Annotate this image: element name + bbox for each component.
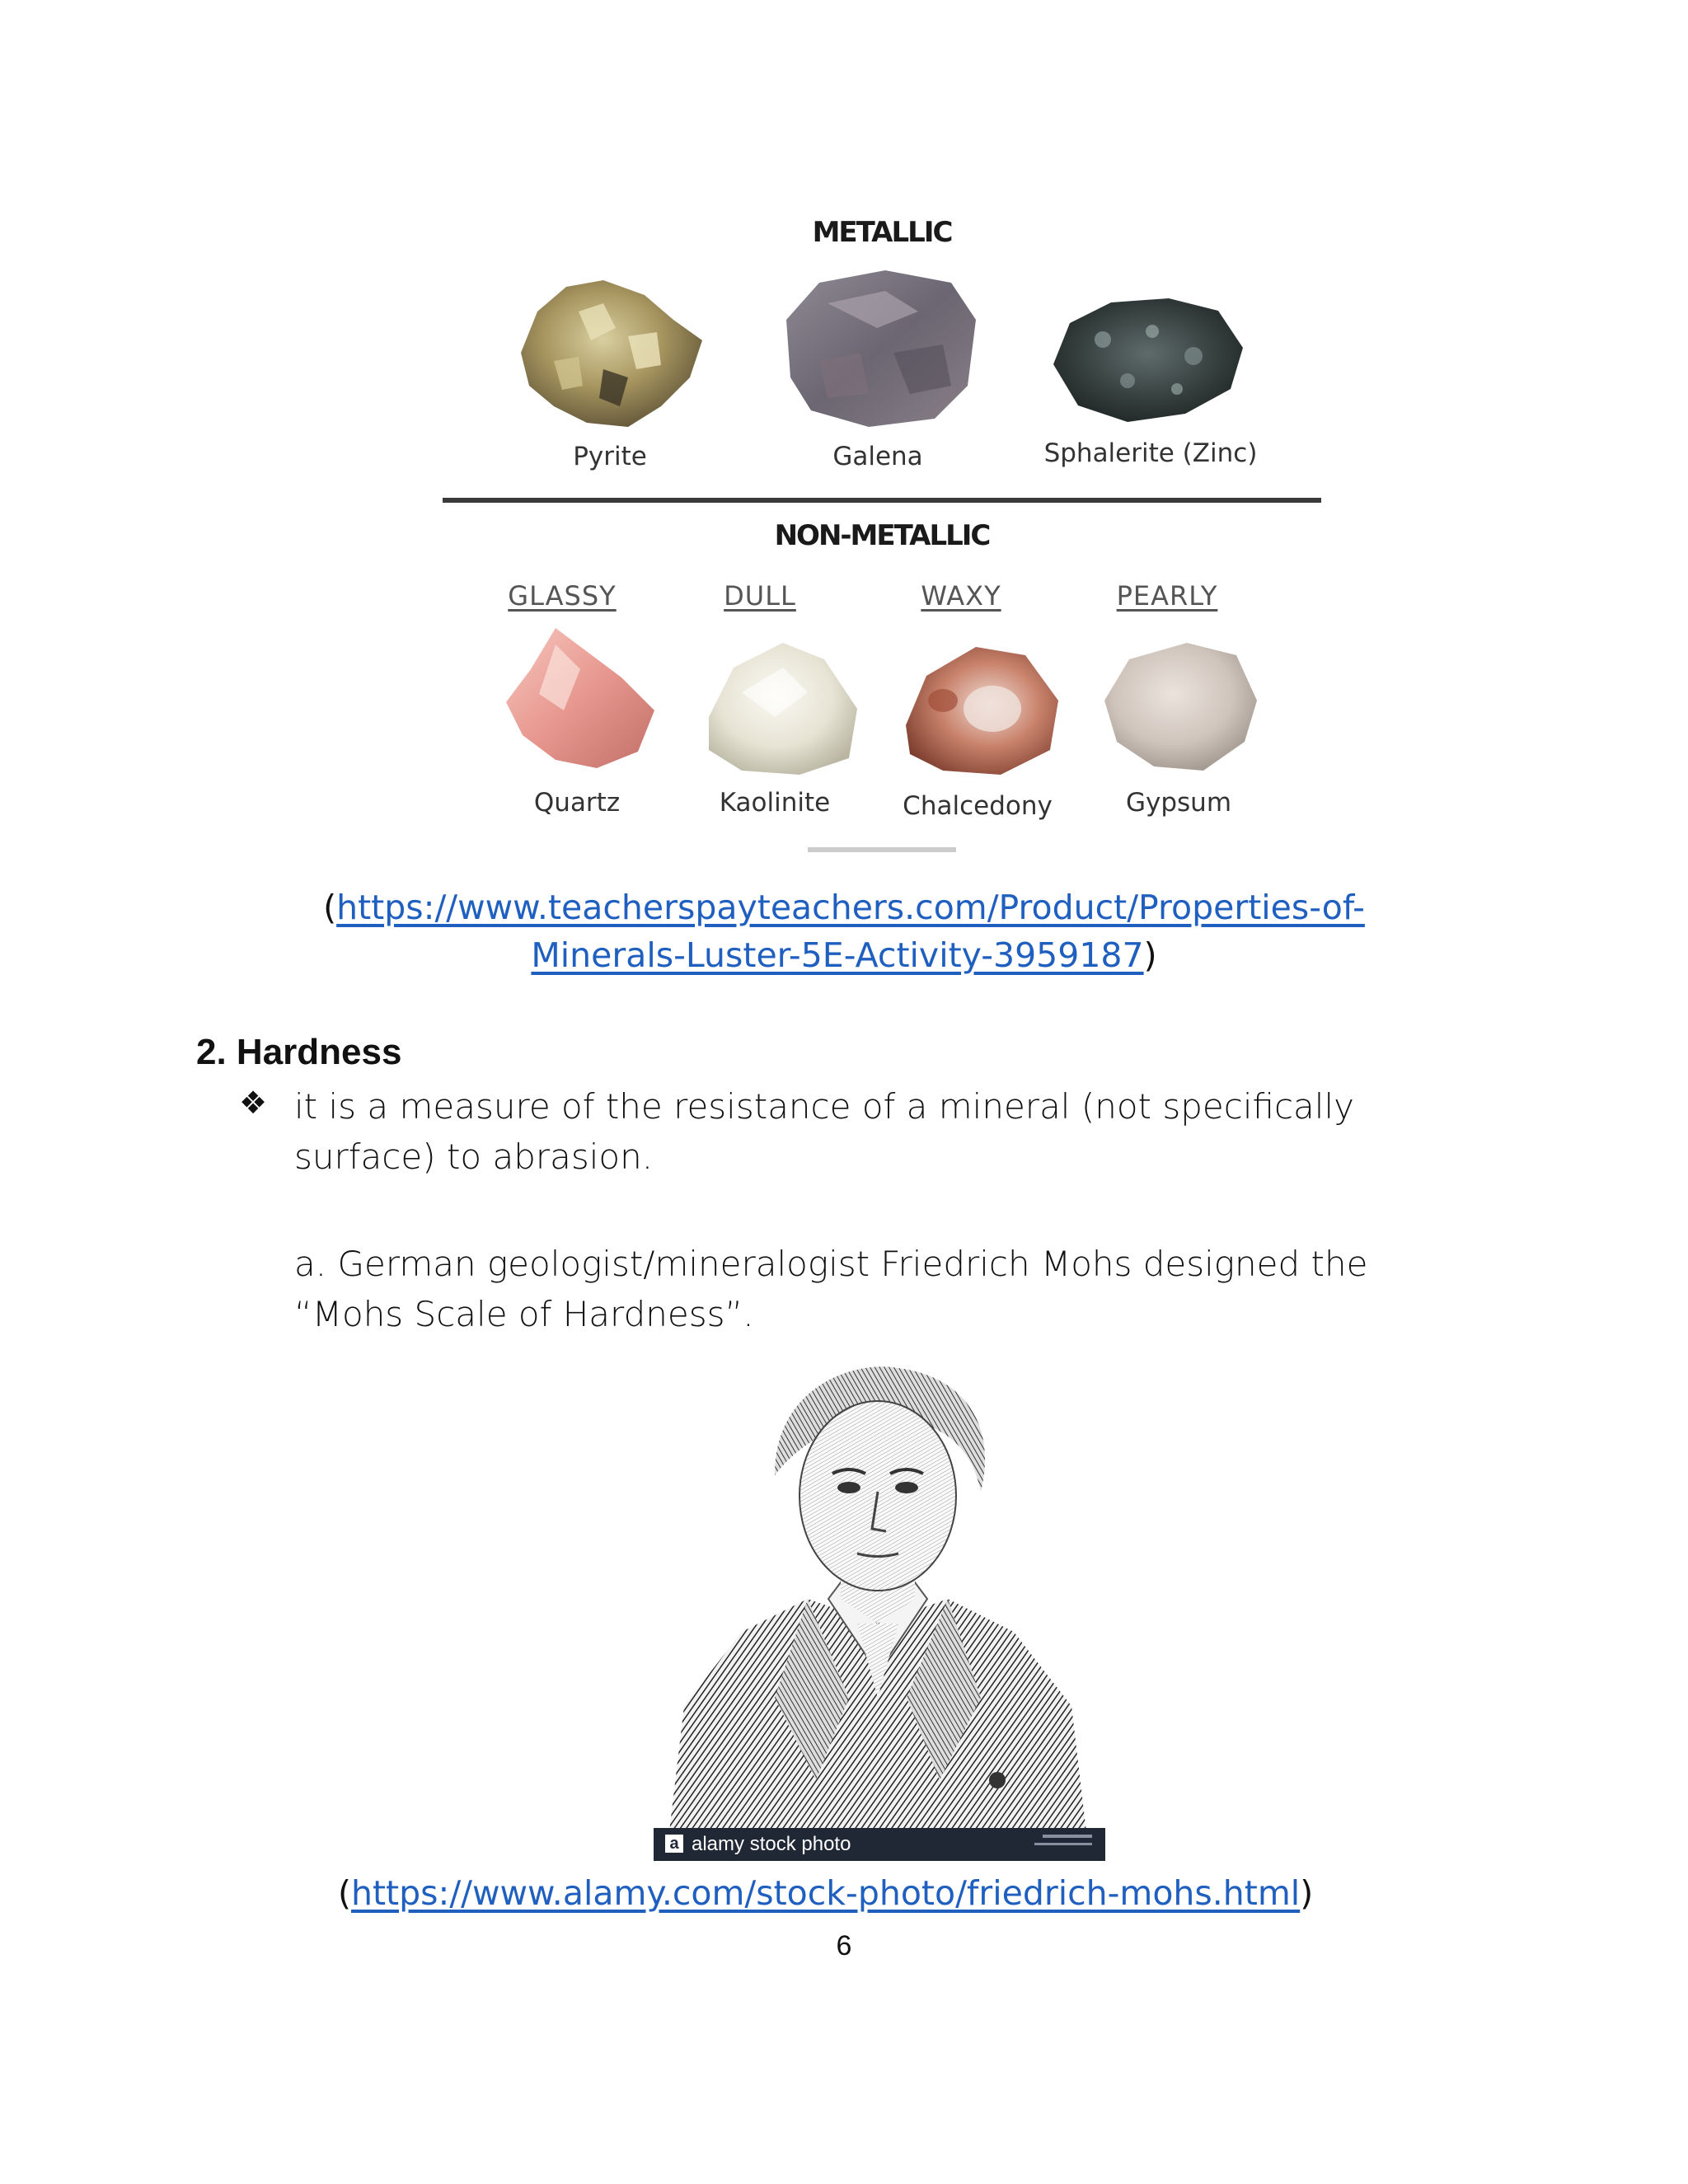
category-pearly: PEARLY [1116, 580, 1218, 612]
citation-link-line2[interactable]: Minerals-Luster-5E-Activity-3959187 [531, 935, 1144, 975]
citation-close-paren: ) [1143, 935, 1157, 975]
alamy-id-mark [1043, 1835, 1092, 1838]
category-waxy: WAXY [921, 580, 1001, 612]
alamy-url-mark [1034, 1843, 1092, 1845]
pyrite-image [504, 262, 719, 443]
bullet-text [294, 1081, 1354, 1182]
chalcedony-label: Chalcedony [903, 791, 1053, 821]
citation-luster [0, 883, 1688, 979]
sphalerite-image [1045, 290, 1251, 430]
alamy-watermark-bar [654, 1828, 1105, 1861]
nonmetallic-heading: NON-METALLIC [774, 519, 990, 552]
paragraph-line-1: a. German geologist/mineralogist Friedrich Mohs designed the [294, 1244, 1368, 1284]
bullet-line-2: surface) to abrasion. [294, 1137, 654, 1177]
page-number: 6 [836, 1930, 852, 1961]
citation-link-line1[interactable]: https://www.teacherspayteachers.com/Product/Properties-of- [336, 888, 1365, 927]
section-heading: 2. Hardness [196, 1032, 402, 1072]
galena-label: Galena [832, 442, 923, 471]
citation2-open-paren: ( [338, 1873, 351, 1913]
citation2-close-paren: ) [1300, 1873, 1314, 1913]
paragraph-line-2: “Mohs Scale of Hardness”. [294, 1294, 754, 1334]
kaolinite-label: Kaolinite [719, 788, 831, 818]
alamy-logo-icon: a [665, 1835, 683, 1853]
pyrite-label: Pyrite [573, 442, 647, 471]
kaolinite-image [692, 635, 865, 783]
figure-credit-mark [808, 847, 956, 852]
citation-open-paren: ( [323, 888, 337, 927]
chalcedony-image [893, 635, 1067, 783]
gypsum-image [1096, 635, 1261, 779]
category-glassy: GLASSY [508, 580, 617, 612]
category-dull: DULL [724, 580, 796, 612]
citation2-link[interactable]: https://www.alamy.com/stock-photo/friedrich-mohs.html [351, 1873, 1301, 1913]
sphalerite-label: Sphalerite (Zinc) [1043, 438, 1258, 468]
metallic-divider [443, 498, 1321, 503]
metallic-heading: METALLIC [812, 216, 952, 249]
alamy-watermark-text: alamy stock photo [692, 1833, 851, 1855]
gypsum-label: Gypsum [1125, 788, 1232, 818]
quartz-image [498, 620, 663, 785]
diamond-bullet-icon: ❖ [239, 1085, 268, 1121]
citation-portrait [338, 1869, 1313, 1917]
portrait-engraving [651, 1352, 1104, 1863]
bullet-line-1: it is a measure of the resistance of a mineral (not specifically [294, 1086, 1354, 1127]
friedrich-mohs-portrait [651, 1352, 1104, 1863]
galena-image [778, 262, 984, 435]
quartz-label: Quartz [533, 788, 621, 818]
mohs-paragraph [294, 1239, 1367, 1339]
